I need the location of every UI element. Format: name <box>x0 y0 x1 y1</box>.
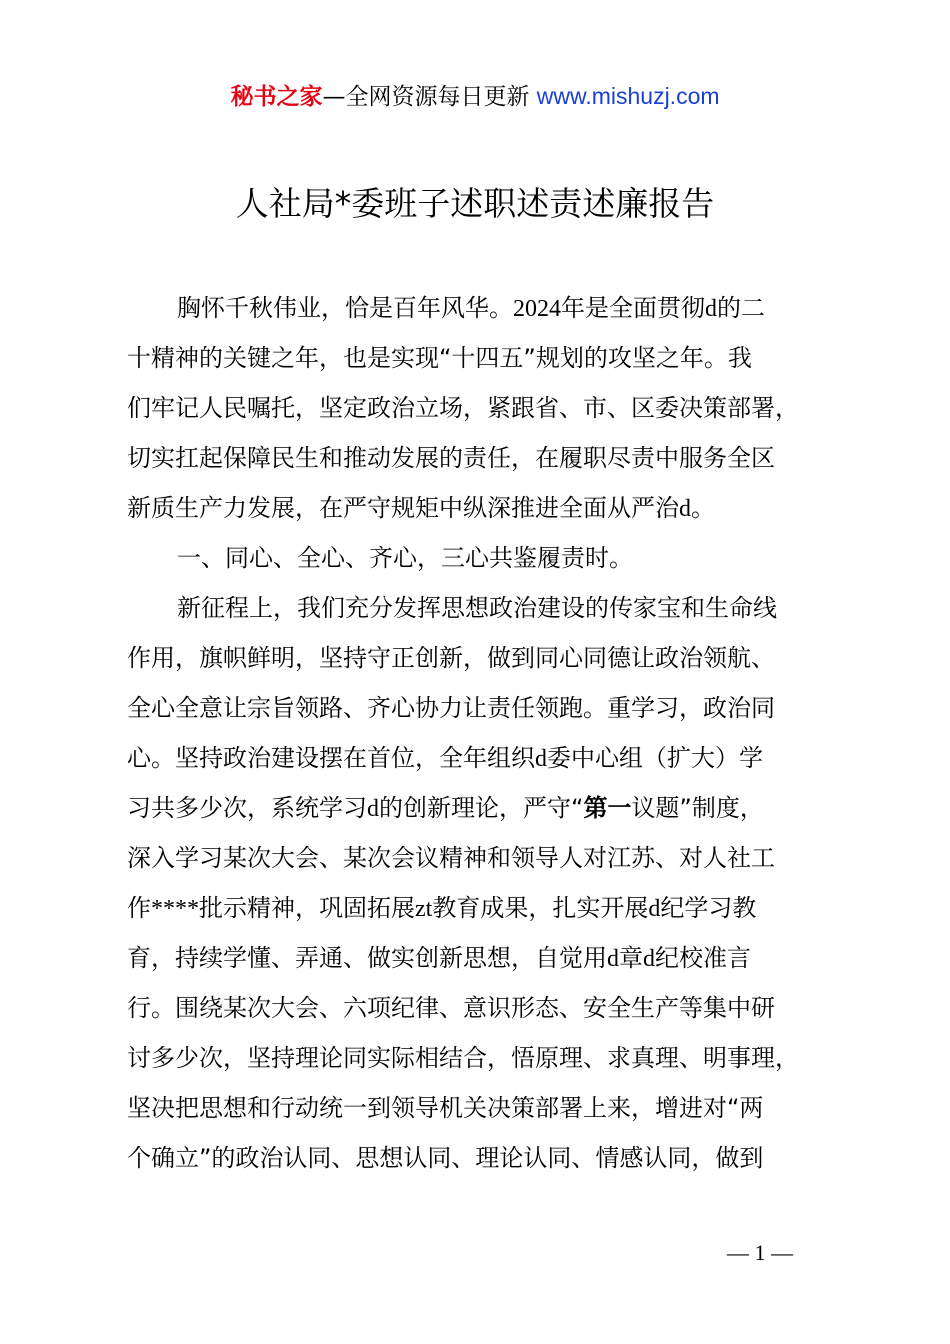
paragraph-1-line-5: 新质生产力发展，在严守规矩中纵深推进全面从严治d。 <box>127 494 715 522</box>
site-url-link[interactable]: www.mishuzj.com <box>536 83 720 109</box>
section-1-heading: 一、同心、全心、齐心，三心共鉴履责时。 <box>177 544 633 572</box>
paragraph-2-line-11: 坚决把思想和行动统一到领导机关决策部署上来，增进对“两 <box>127 1094 764 1122</box>
site-tagline: —全网资源每日更新 <box>322 84 530 110</box>
document-title: 人社局*委班子述职述责述廉报告 <box>235 184 715 223</box>
paragraph-2-line-4: 心。坚持政治建设摆在首位，全年组织d委中心组（扩大）学 <box>127 744 763 772</box>
paragraph-1-line-4: 切实扛起保障民生和推动发展的责任，在履职尽责中服务全区 <box>127 444 775 472</box>
bold-emphasis: 第一 <box>583 794 632 822</box>
paragraph-1-line-1: 胸怀千秋伟业，恰是百年风华。2024年是全面贯彻d的二 <box>177 294 765 322</box>
paragraph-2-line-9: 行。围绕某次大会、六项纪律、意识形态、安全生产等集中研 <box>127 994 775 1022</box>
paragraph-2-line-12: 个确立”的政治认同、思想认同、理论认同、情感认同，做到 <box>127 1144 764 1172</box>
paragraph-1-line-3: 们牢记人民嘱托，坚定政治立场，紧跟省、市、区委决策部署， <box>127 394 799 422</box>
paragraph-2-line-7: 作****批示精神，巩固拓展zt教育成果，扎实开展d纪学习教 <box>127 894 757 922</box>
paragraph-2-line-3: 全心全意让宗旨领路、齐心协力让责任领跑。重学习，政治同 <box>127 694 775 722</box>
paragraph-2-line-1: 新征程上，我们充分发挥思想政治建设的传家宝和生命线 <box>177 594 777 622</box>
page-number: — 1 — <box>727 1240 793 1265</box>
paragraph-2-line-8: 育，持续学懂、弄通、做实创新思想，自觉用d章d纪校准言 <box>127 944 751 972</box>
document-body <box>127 283 862 1183</box>
paragraph-2-line-2: 作用，旗帜鲜明，坚持守正创新，做到同心同德让政治领航、 <box>127 644 775 672</box>
paragraph-2-line-10: 讨多少次，坚持理论同实际相结合，悟原理、求真理、明事理， <box>127 1044 799 1072</box>
paragraph-2-line-6: 深入学习某次大会、某次会议精神和领导人对江苏、对人社工 <box>127 844 775 872</box>
site-brand: 秘书之家 <box>230 84 323 110</box>
paragraph-2-line-5: 习共多少次，系统学习d的创新理论，严守“第一议题”制度， <box>127 794 764 822</box>
site-header <box>0 80 950 113</box>
paragraph-1-line-2: 十精神的关键之年，也是实现“十四五”规划的攻坚之年。我 <box>127 344 752 372</box>
